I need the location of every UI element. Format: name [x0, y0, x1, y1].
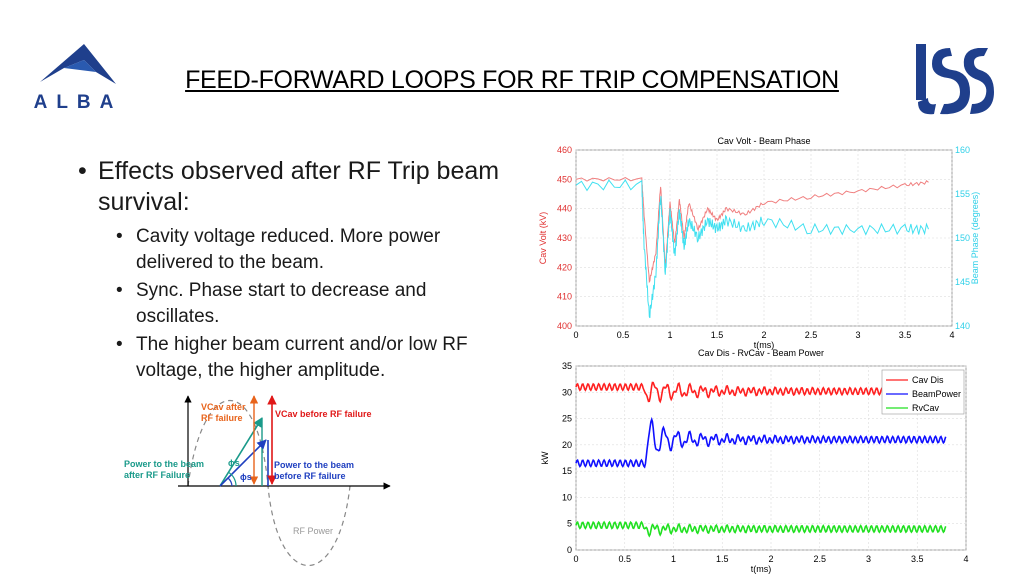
x-tick-label: 0	[573, 330, 579, 340]
y-tick-label: 30	[561, 387, 572, 398]
y-axis-label: Cav Volt (kV)	[538, 211, 548, 265]
label-vcav-after-2: RF failure	[201, 413, 243, 423]
page-title: FEED-FORWARD LOOPS FOR RF TRIP COMPENSATION	[185, 66, 839, 94]
x-axis-label: t(ms)	[750, 564, 772, 574]
chart-cav-volt-beam-phase	[520, 128, 1000, 356]
x-tick-label: 0	[573, 554, 579, 564]
x-tick-label: 1	[667, 330, 673, 340]
y2-tick-label: 140	[955, 321, 971, 331]
bullet-list	[78, 156, 508, 384]
chart-power	[520, 344, 1000, 576]
y2-tick-label: 160	[955, 145, 971, 155]
legend-label: RvCav	[912, 403, 940, 413]
bullet-main-text: Effects observed after RF Trip beam survival:	[98, 157, 500, 216]
chart-title: Cav Dis - RvCav - Beam Power	[697, 348, 825, 358]
chart-title: Cav Volt - Beam Phase	[717, 136, 811, 146]
legend-label: Cav Dis	[912, 375, 944, 385]
y-tick-label: 35	[561, 361, 572, 371]
y-tick-label: 440	[556, 203, 572, 214]
y2-axis-label: Beam Phase (degrees)	[970, 191, 980, 285]
jss-logo	[914, 42, 994, 122]
label-vcav-after-1: VCav after	[201, 402, 246, 412]
x-tick-label: 2.5	[804, 330, 818, 340]
y-axis-label: kW	[540, 451, 550, 465]
x-tick-label: 3.5	[898, 330, 912, 340]
x-axis-label: t(ms)	[753, 340, 775, 350]
y-tick-label: 410	[556, 291, 572, 302]
label-rf-power: RF Power	[293, 526, 334, 536]
y-tick-label: 20	[561, 439, 572, 450]
x-tick-label: 3	[855, 330, 861, 340]
y2-tick-label: 155	[955, 189, 971, 199]
x-tick-label: 2	[768, 554, 774, 564]
legend-label: BeamPower	[912, 389, 962, 399]
bullet-main: • Effects observed after RF Trip beam survival:	[78, 157, 500, 216]
label-power-before-2: before RF failure	[274, 471, 346, 481]
y2-tick-label: 145	[955, 277, 971, 287]
y-tick-label: 5	[566, 518, 572, 529]
x-tick-label: 4	[949, 330, 955, 340]
y-tick-label: 460	[556, 145, 572, 155]
x-tick-label: 1.5	[715, 554, 729, 564]
bullet-sub-text: Cavity voltage reduced. More power delivered to the beam.	[136, 226, 441, 273]
x-tick-label: 2	[761, 330, 767, 340]
x-tick-label: 2.5	[813, 554, 827, 564]
bullet-sub-text: Sync. Phase start to decrease and oscillates.	[136, 280, 427, 327]
y-tick-label: 430	[556, 233, 572, 243]
x-tick-label: 1	[670, 554, 677, 564]
label-power-before-1: Power to the beam	[274, 460, 355, 470]
rf-power-curve	[188, 401, 350, 566]
label-phi-bottom: ϕs	[240, 472, 252, 482]
bullet-sub-text: The higher beam current and/or low RF voltage, the higher amplitude.	[136, 334, 468, 381]
y-tick-label: 0	[566, 545, 572, 555]
y-tick-label: 15	[561, 466, 572, 477]
label-vcav-before: VCav before RF failure	[275, 409, 372, 419]
x-tick-label: 3	[865, 554, 872, 564]
phasor-diagram	[118, 392, 398, 576]
x-tick-label: 1.5	[710, 330, 724, 340]
y-tick-label: 25	[561, 413, 572, 424]
label-power-after-1: Power to the beam	[124, 459, 205, 469]
y-tick-label: 10	[561, 492, 572, 503]
label-phi-top: ϕs	[228, 458, 240, 468]
bullet-sub: • The higher beam current and/or low RF voltage, the higher amplitude.	[116, 334, 468, 381]
y-tick-label: 420	[556, 262, 572, 273]
alba-logo-text: ALBA	[33, 92, 123, 113]
y2-tick-label: 150	[955, 233, 971, 243]
x-tick-label: 3.5	[910, 554, 924, 564]
x-tick-label: 4	[963, 554, 969, 564]
phase-arc-bottom	[228, 478, 232, 486]
label-power-after-2: after RF Failure	[124, 470, 191, 480]
y-tick-label: 400	[556, 321, 572, 331]
y-tick-label: 450	[556, 174, 572, 185]
bullet-sub: • Cavity voltage reduced. More power delivered to the beam.	[116, 226, 441, 273]
x-tick-label: 0.5	[616, 330, 630, 340]
bullet-sub: • Sync. Phase start to decrease and oscillates.	[116, 280, 427, 327]
x-tick-label: 0.5	[618, 554, 632, 564]
